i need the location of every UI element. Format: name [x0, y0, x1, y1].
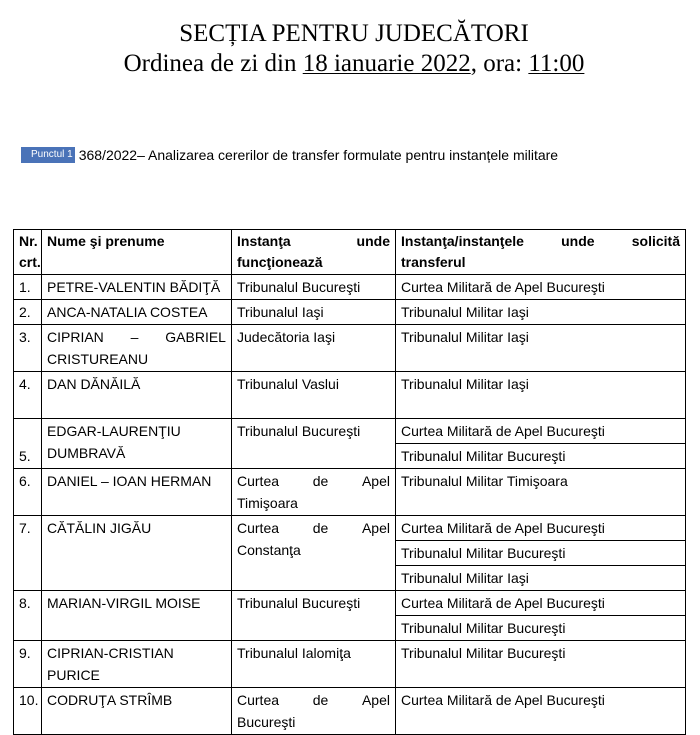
time-label: , ora:	[470, 50, 529, 77]
row-nr: 7.	[14, 516, 42, 591]
agenda-subtitle	[0, 48, 700, 80]
row-name: DAN DĂNĂILĂ	[42, 372, 232, 419]
row-requested-court: Tribunalul Militar Iaşi	[396, 372, 686, 419]
row-requested-court: Tribunalul Militar Timişoara	[396, 469, 686, 516]
header-requested-court: Instanţa/instanţele unde solicită transferul	[396, 230, 686, 275]
row-requested-court: Curtea Militară de Apel Bucureşti	[396, 688, 686, 735]
row-nr: 6.	[14, 469, 42, 516]
table-row	[14, 372, 686, 419]
row-name: CĂTĂLIN JIGĂU	[42, 516, 232, 591]
table-row	[14, 300, 686, 325]
table-row	[14, 591, 686, 641]
point-text: 368/2022– Analizarea cererilor de transfer formulate pentru instanțele militare	[78, 147, 559, 163]
row-current-court: Tribunalul Bucureşti	[232, 591, 396, 641]
row-name: CODRUŢA STRÎMB	[42, 688, 232, 735]
header-current-court: Instanţa unde funcţionează	[232, 230, 396, 275]
transfer-requests-table	[13, 229, 686, 735]
row-name: PETRE-VALENTIN BĂDIŢĂ	[42, 275, 232, 300]
row-current-court: Tribunalul Bucureşti	[232, 275, 396, 300]
row-nr: 5.	[14, 419, 42, 469]
row-requested-court: Curtea Militară de Apel Bucureşti Tribunalul Militar Bucureşti	[396, 419, 686, 469]
header-nr: Nr. crt.	[14, 230, 42, 275]
row-nr: 8.	[14, 591, 42, 641]
row-current-court: Tribunalul Ialomiţa	[232, 641, 396, 688]
agenda-date: 18 ianuarie 2022	[302, 50, 471, 77]
row-current-court: Judecătoria Iaşi	[232, 325, 396, 372]
table-header-row	[14, 230, 686, 275]
table-row	[14, 688, 686, 735]
subtitle-prefix: Ordinea de zi din	[123, 50, 303, 77]
row-current-court: Tribunalul Bucureşti	[232, 419, 396, 469]
row-requested-court: Tribunalul Militar Iaşi	[396, 325, 686, 372]
table-row	[14, 516, 686, 591]
row-nr: 2.	[14, 300, 42, 325]
table-row	[14, 419, 686, 469]
row-name: CIPRIAN-CRISTIAN PURICE	[42, 641, 232, 688]
row-current-court: Curtea de Apel Timişoara	[232, 469, 396, 516]
row-nr: 10.	[14, 688, 42, 735]
row-name: ANCA-NATALIA COSTEA	[42, 300, 232, 325]
row-current-court: Tribunalul Vaslui	[232, 372, 396, 419]
row-name: CIPRIAN – GABRIEL CRISTUREANU	[42, 325, 232, 372]
agenda-point	[21, 147, 558, 163]
row-name: EDGAR-LAURENŢIU DUMBRAVĂ	[42, 419, 232, 469]
row-requested-court: Curtea Militară de Apel Bucureşti Tribunalul Militar Bucureşti Tribunalul Militar Iaşi	[396, 516, 686, 591]
row-nr: 1.	[14, 275, 42, 300]
table-row	[14, 469, 686, 516]
table-row	[14, 325, 686, 372]
row-nr: 9.	[14, 641, 42, 688]
row-requested-court: Tribunalul Militar Bucureşti	[396, 641, 686, 688]
point-badge[interactable]: Punctul 1	[21, 147, 75, 163]
row-requested-court: Curtea Militară de Apel Bucureşti Tribunalul Militar Bucureşti	[396, 591, 686, 641]
row-current-court: Tribunalul Iaşi	[232, 300, 396, 325]
row-current-court: Curtea de Apel Bucureşti	[232, 688, 396, 735]
row-nr: 3.	[14, 325, 42, 372]
row-nr: 4.	[14, 372, 42, 419]
row-requested-court: Tribunalul Militar Iaşi	[396, 300, 686, 325]
page-title: SECȚIA PENTRU JUDECĂTORI	[179, 20, 529, 47]
row-name: MARIAN-VIRGIL MOISE	[42, 591, 232, 641]
row-requested-court: Curtea Militară de Apel Bucureşti	[396, 275, 686, 300]
table-row	[14, 641, 686, 688]
row-current-court: Curtea de Apel Constanţa	[232, 516, 396, 591]
table-row	[14, 275, 686, 300]
agenda-time: 11:00	[528, 50, 585, 77]
header-name: Nume şi prenume	[42, 230, 232, 275]
row-name: DANIEL – IOAN HERMAN	[42, 469, 232, 516]
